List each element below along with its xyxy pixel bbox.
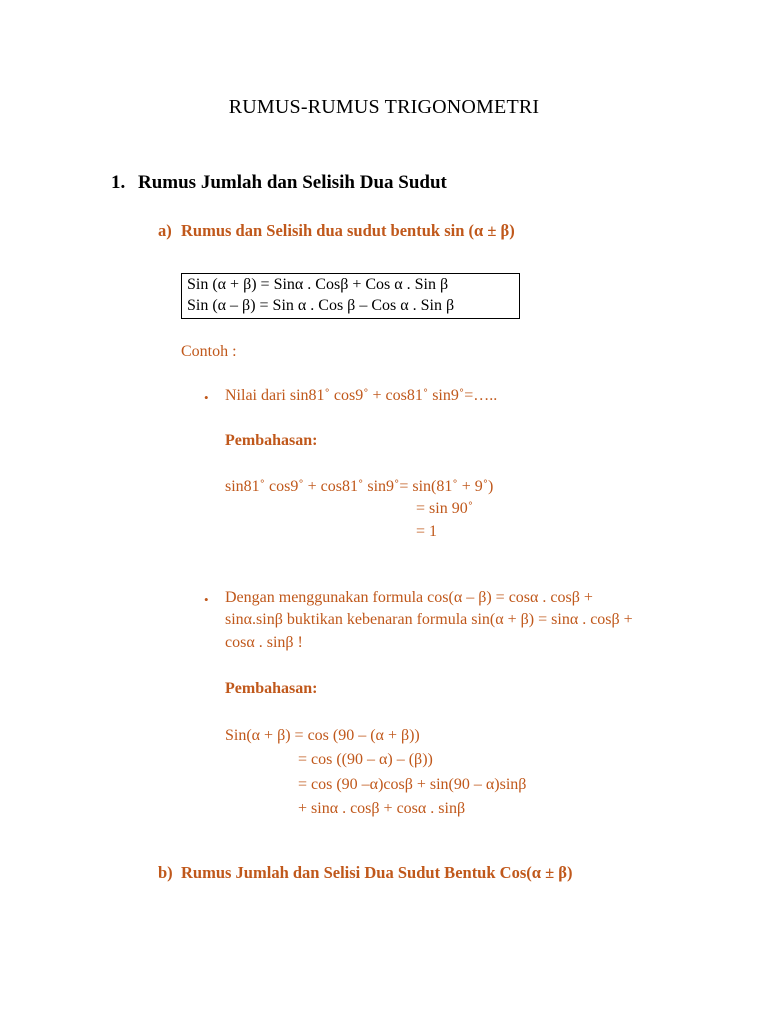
subsection-b-heading: Rumus Jumlah dan Selisi Dua Sudut Bentuk Cos(α ± β)	[181, 863, 573, 882]
example-2-question-line-2: sinα.sinβ buktikan kebenaran formula sin(α + β) = sinα . cosβ +	[225, 611, 633, 628]
section-1-number: 1.	[111, 172, 126, 193]
subsection-a-marker: a)	[158, 221, 172, 240]
example-2-line-1: Sin(α + β) = cos (90 – (α + β))	[225, 727, 420, 744]
document-title: RUMUS-RUMUS TRIGONOMETRI	[228, 96, 540, 118]
example-1-question: Nilai dari sin81˚ cos9˚ + cos81˚ sin9˚=…..	[225, 387, 498, 404]
example-1-pembahasan: Pembahasan:	[225, 432, 318, 449]
example-1-line-1: sin81˚ cos9˚ + cos81˚ sin9˚= sin(81˚ + 9˚)	[225, 478, 494, 495]
example-2-line-3: = cos (90 –α)cosβ + sin(90 – α)sinβ	[298, 776, 527, 793]
example-1-line-2: = sin 90˚	[416, 500, 474, 517]
formula-sin-diff: Sin (α – β) = Sin α . Cos β – Cos α . Sin β	[187, 297, 455, 314]
bullet-2: •	[204, 592, 209, 607]
subsection-a-heading: Rumus dan Selisih dua sudut bentuk sin (α ± β)	[181, 221, 515, 240]
section-1-heading: Rumus Jumlah dan Selisih Dua Sudut	[138, 172, 447, 193]
example-2-question-line-1: Dengan menggunakan formula cos(α – β) = cosα . cosβ +	[225, 589, 593, 606]
formula-sin-sum: Sin (α + β) = Sinα . Cosβ + Cos α . Sin β	[187, 276, 449, 293]
example-2-line-4: + sinα . cosβ + cosα . sinβ	[298, 800, 466, 817]
example-2-line-2: = cos ((90 – α) – (β))	[298, 751, 433, 768]
example-2-question-line-3: cosα . sinβ !	[225, 634, 303, 651]
example-2-pembahasan: Pembahasan:	[225, 680, 318, 697]
bullet-1: •	[204, 390, 209, 405]
subsection-b-marker: b)	[158, 863, 173, 882]
example-1-line-3: = 1	[416, 523, 438, 540]
contoh-label: Contoh :	[181, 343, 237, 360]
